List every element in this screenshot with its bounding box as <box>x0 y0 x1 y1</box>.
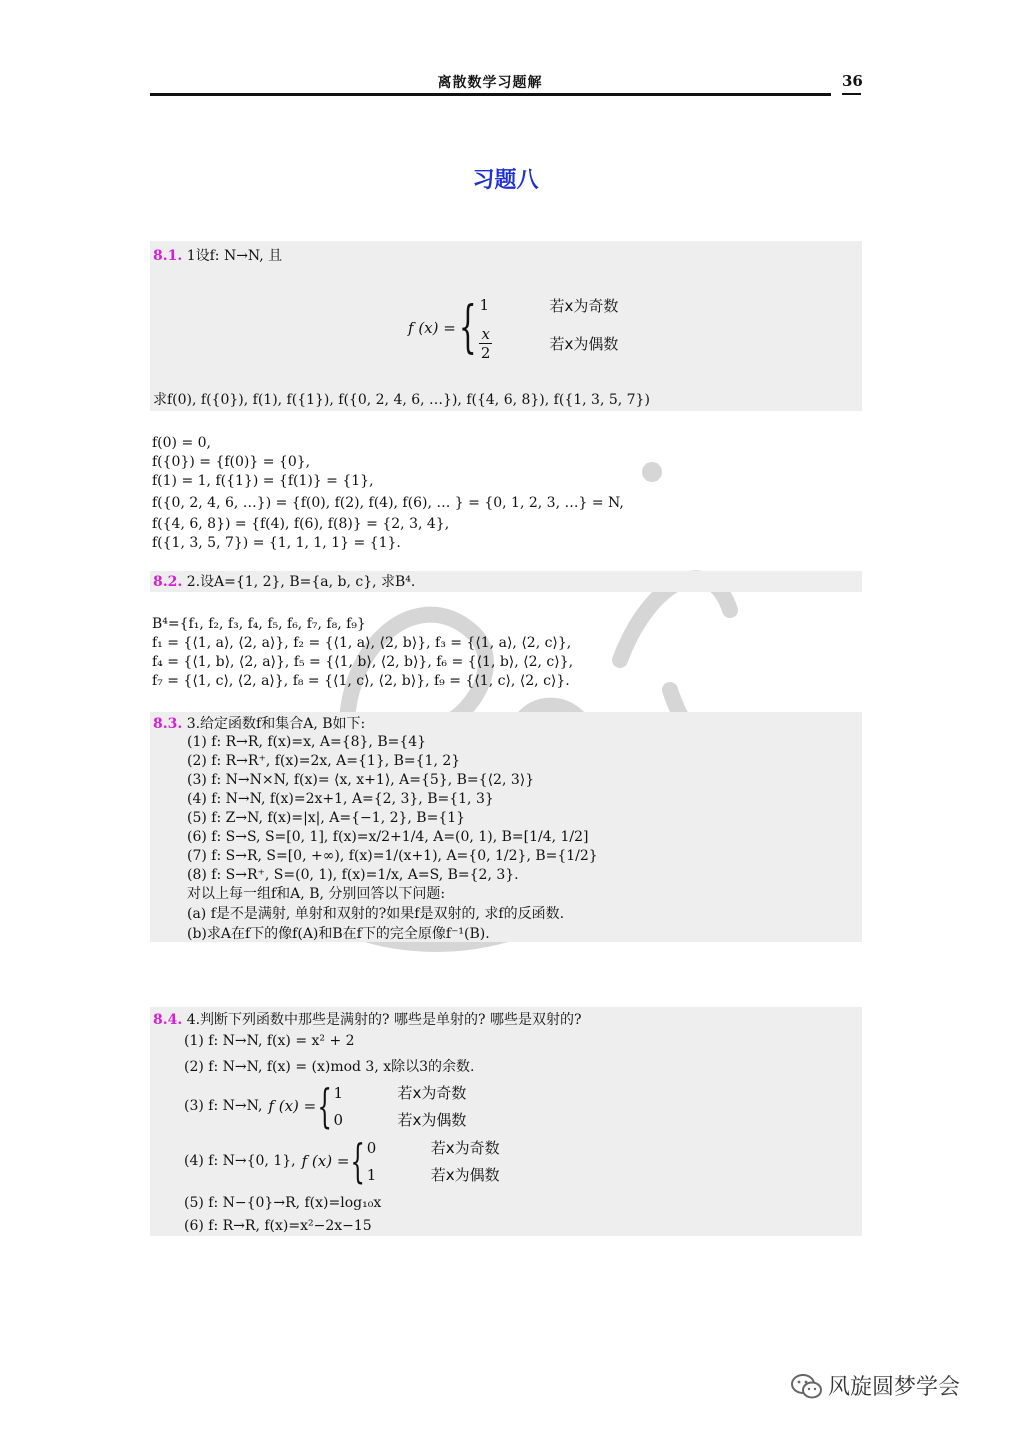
solution-line: f({4, 6, 8}) = {f(4), f(6), f(8)} = {2, 3, 4}, <box>152 516 450 532</box>
watermark-label: 风旋圆梦学会 <box>828 1375 961 1400</box>
running-header-title: 离散数学习题解 <box>437 75 543 91</box>
chapter-title: 习题八 <box>472 168 539 193</box>
problem-number: 8.4. <box>153 1012 183 1028</box>
sub-item: (8) f: S→R⁺, S=(0, 1), f(x)=1/x, A=S, B={2, 3}. <box>187 867 519 883</box>
question-b: (b)求A在f下的像f(A)和B在f下的完全原像f⁻¹(B). <box>187 926 490 942</box>
sub-item: (1) f: N→N, f(x) = x² + 2 <box>184 1033 355 1049</box>
solution-8-1 <box>152 434 624 553</box>
solution-line: f₄ = {⟨1, b⟩, ⟨2, a⟩}, f₅ = {⟨1, b⟩, ⟨2, b⟩}, f₆ = {⟨1, b⟩, ⟨2, c⟩}, <box>152 654 574 670</box>
case-value: 1 <box>479 296 490 314</box>
page-number-rule <box>842 93 861 95</box>
sub-item: (3) f: N→N×N, f(x)= ⟨x, x+1⟩, A={5}, B={⟨2, 3⟩} <box>187 772 535 788</box>
solution-line: f(0) = 0, <box>152 435 212 451</box>
instruction: 对以上每一组f和A, B, 分别回答以下问题: <box>187 886 446 902</box>
problem-8-2-box <box>150 571 862 592</box>
wechat-icon <box>790 1373 824 1401</box>
sub-item-piecewise: (4) f: N→{0, 1}, f (x) = { 0 若x为奇数 1 若x为偶数 <box>184 1134 500 1188</box>
solution-line: B⁴={f₁, f₂, f₃, f₄, f₅, f₆, f₇, f₈, f₉} <box>152 616 366 632</box>
sub-item: (6) f: R→R, f(x)=x²−2x−15 <box>184 1218 372 1234</box>
sub-item-piecewise: (3) f: N→N, f (x) = { 1 若x为奇数 0 若x为偶数 <box>184 1079 467 1133</box>
problem-8-4-box <box>150 1007 862 1236</box>
question-a: (a) f是不是满射, 单射和双射的?如果f是双射的, 求f的反函数. <box>187 906 565 922</box>
problem-8-3-box <box>150 712 862 942</box>
problem-number: 8.2. <box>153 574 183 590</box>
solution-line: f(1) = 1, f({1}) = {f(1)} = {1}, <box>152 473 374 489</box>
fraction: $\frac{x}{2}$ <box>480 324 491 362</box>
case-condition: 若x为偶数 <box>549 334 619 353</box>
sub-item: (1) f: R→R, f(x)=x, A={8}, B={4} <box>187 734 427 750</box>
piecewise-formula <box>408 293 618 363</box>
left-brace: { <box>458 295 477 360</box>
sub-item: (7) f: S→R, S=[0, +∞), f(x)=1/(x+1), A={0, 1/2}, B={1/2} <box>187 848 598 864</box>
solution-line: f({1, 3, 5, 7}) = {1, 1, 1, 1} = {1}. <box>152 535 401 551</box>
solution-8-2 <box>152 615 573 691</box>
solution-line: f({0, 2, 4, 6, …}) = {f(0), f(2), f(4), f(6), … } = {0, 1, 2, 3, …} = N, <box>152 495 624 511</box>
sub-item: (5) f: Z→N, f(x)=|x|, A={−1, 2}, B={1} <box>187 810 466 826</box>
solution-line: f₁ = {⟨1, a⟩, ⟨2, a⟩}, f₂ = {⟨1, a⟩, ⟨2, b⟩}, f₃ = {⟨1, a⟩, ⟨2, c⟩}, <box>152 635 572 651</box>
formula-lhs: f (x) = <box>408 319 456 337</box>
problem-statement: 3.给定函数f和集合A, B如下: <box>186 716 366 732</box>
problem-question: 求f(0), f({0}), f(1), f({1}), f({0, 2, 4, 6, …}), f({4, 6, 8}), f({1, 3, 5, 7}) <box>153 392 650 408</box>
problem-number: 8.1. <box>153 248 183 264</box>
case-condition: 若x为奇数 <box>549 296 619 315</box>
problem-number: 8.3. <box>153 716 183 732</box>
sub-item: (2) f: N→N, f(x) = (x)mod 3, x除以3的余数. <box>184 1059 475 1075</box>
problem-8-1-box <box>150 241 862 411</box>
solution-line: f({0}) = {f(0)} = {0}, <box>152 454 311 470</box>
left-brace: { <box>350 1134 366 1188</box>
problem-statement: 4.判断下列函数中那些是满射的? 哪些是单射的? 哪些是双射的? <box>186 1012 582 1028</box>
sub-item: (4) f: N→N, f(x)=2x+1, A={2, 3}, B={1, 3} <box>187 791 494 807</box>
problem-statement: 1设f: N→N, 且 <box>186 248 283 264</box>
problem-statement: 2.设A={1, 2}, B={a, b, c}, 求B⁴. <box>186 574 416 590</box>
sub-item: (5) f: N−{0}→R, f(x)=log₁₀x <box>184 1195 382 1211</box>
header-rule <box>150 93 831 96</box>
solution-line: f₇ = {⟨1, c⟩, ⟨2, a⟩}, f₈ = {⟨1, c⟩, ⟨2, b⟩}, f₉ = {⟨1, c⟩, ⟨2, c⟩}. <box>152 673 570 689</box>
left-brace: { <box>317 1079 333 1133</box>
sub-item: (6) f: S→S, S=[0, 1], f(x)=x/2+1/4, A=(0, 1), B=[1/4, 1/2] <box>187 829 589 845</box>
page-number: 36 <box>842 72 863 90</box>
sub-item: (2) f: R→R⁺, f(x)=2x, A={1}, B={1, 2} <box>187 753 461 769</box>
